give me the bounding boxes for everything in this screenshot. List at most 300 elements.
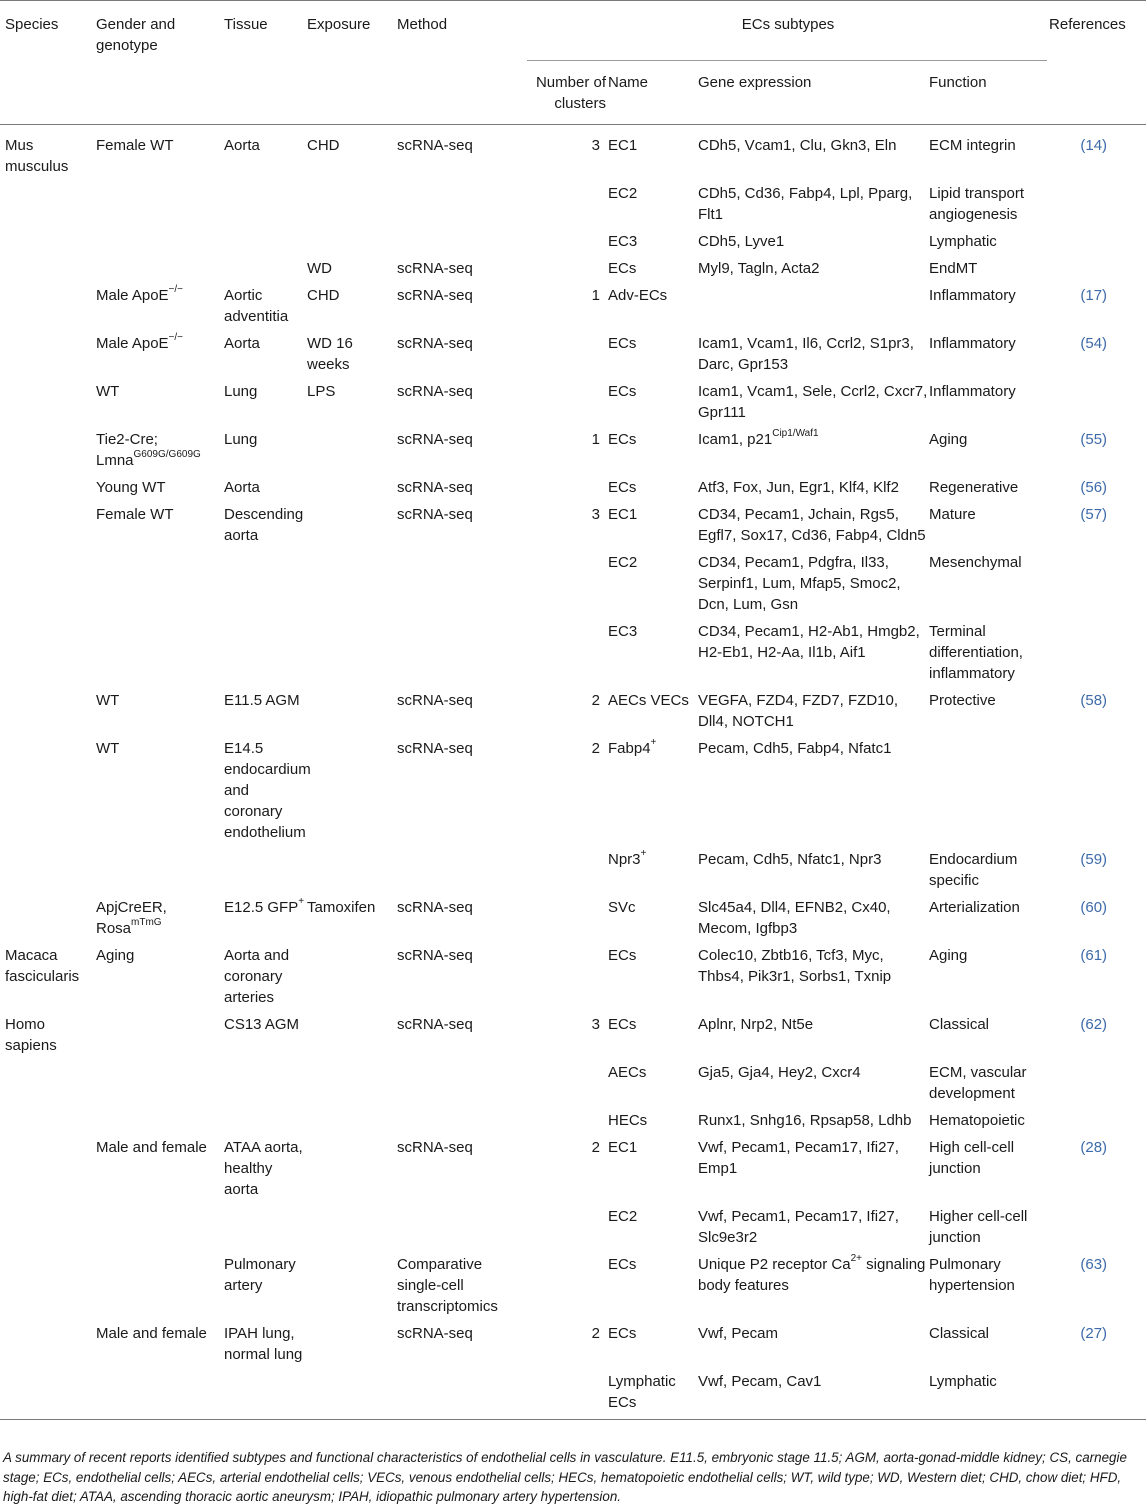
cell-method: [397, 945, 527, 1014]
cell-function: [929, 552, 1049, 621]
cell-reference: [1049, 381, 1146, 429]
cell-clusters: [527, 1062, 608, 1110]
cell-species: [0, 1062, 96, 1110]
cell-gene-expression-text: Pecam, Cdh5, Fabp4, Nfatc1: [698, 740, 892, 757]
cell-species: [0, 1254, 96, 1323]
table-row: [0, 621, 1146, 690]
table-row: [0, 477, 1146, 504]
cell-name: [608, 477, 698, 504]
cell-species: [0, 1323, 96, 1371]
cell-method: [397, 125, 527, 184]
cell-gender: [96, 849, 224, 897]
cell-reference-text[interactable]: (58): [1080, 692, 1108, 709]
cell-species: [0, 258, 96, 285]
cell-reference: [1049, 738, 1146, 849]
cell-gene-expression: [698, 897, 929, 945]
cell-method-text: scRNA-seq: [397, 506, 473, 523]
cell-function: [929, 849, 1049, 897]
cell-name-text: Npr3: [608, 851, 641, 868]
cell-gender: [96, 258, 224, 285]
cell-tissue-text: Aorta and coronary arteries: [224, 947, 290, 1006]
cell-exposure: [307, 1371, 397, 1420]
cell-tissue: [224, 690, 307, 738]
cell-tissue: [224, 945, 307, 1014]
cell-function-text: ECM, vascular development: [929, 1064, 1027, 1102]
cell-clusters: [527, 258, 608, 285]
cell-tissue-superscript: +: [298, 896, 305, 907]
cell-gene-expression-text: Vwf, Pecam, Cav1: [698, 1373, 822, 1390]
cell-gender: [96, 1206, 224, 1254]
cell-reference: [1049, 1062, 1146, 1110]
cell-tissue: [224, 429, 307, 477]
cell-tissue: [224, 258, 307, 285]
table-row: [0, 1062, 1146, 1110]
table-row: [0, 1206, 1146, 1254]
cell-name: [608, 381, 698, 429]
cell-clusters: [527, 1371, 608, 1420]
cell-gender: [96, 1323, 224, 1371]
cell-reference: [1049, 621, 1146, 690]
cell-clusters: [527, 285, 608, 333]
cell-clusters: [527, 690, 608, 738]
cell-function-text: Classical: [929, 1016, 990, 1033]
cell-method-text: scRNA-seq: [397, 740, 473, 757]
cell-tissue: [224, 1254, 307, 1323]
cell-clusters-text: 2: [591, 1139, 600, 1156]
cell-function: [929, 231, 1049, 258]
cell-function: [929, 1323, 1049, 1371]
cell-clusters: [527, 552, 608, 621]
cell-gender: [96, 429, 224, 477]
cell-tissue-text: Aortic adventitia: [224, 287, 289, 325]
cell-function-text: Regenerative: [929, 479, 1019, 496]
table-row: [0, 258, 1146, 285]
cell-gender-superscript: −/−: [168, 284, 184, 295]
cell-species: [0, 1110, 96, 1137]
cell-gene-expression: [698, 333, 929, 381]
cell-gender-text: Male and female: [96, 1139, 207, 1156]
table-row: [0, 231, 1146, 258]
cell-gene-expression: [698, 1014, 929, 1062]
table-row: [0, 1110, 1146, 1137]
cell-method: [397, 621, 527, 690]
cell-reference-text[interactable]: (27): [1080, 1325, 1108, 1342]
table-body: [0, 125, 1146, 1420]
cell-gene-expression-text: CD34, Pecam1, H2-Ab1, Hmgb2, H2-Eb1, H2-Aa, Il1b, Aif1: [698, 623, 920, 661]
cell-name-text: EC1: [608, 1139, 638, 1156]
table-row: [0, 429, 1146, 477]
cell-tissue: [224, 738, 311, 849]
table-row: [0, 1254, 1146, 1323]
cell-method-text: Comparative single-cell transcriptomics: [397, 1256, 498, 1315]
cell-clusters: [527, 1110, 608, 1137]
cell-species: [0, 690, 96, 738]
cell-method: [397, 1137, 527, 1206]
cell-tissue-text: IPAH lung, normal lung: [224, 1325, 303, 1363]
cell-name: [608, 690, 698, 738]
cell-reference-text[interactable]: (62): [1080, 1016, 1108, 1033]
cell-name-text: EC2: [608, 1208, 638, 1225]
table-row: [0, 1323, 1146, 1371]
cell-function-text: Pulmonary hypertension: [929, 1256, 1015, 1294]
cell-method-text: scRNA-seq: [397, 1016, 473, 1033]
cell-reference: [1049, 258, 1146, 285]
cell-exposure: [307, 621, 397, 690]
cell-name: [608, 738, 698, 849]
cell-name-text: Fabp4: [608, 740, 651, 757]
cell-tissue: [224, 897, 307, 945]
cell-species: [0, 504, 96, 552]
cell-reference-text[interactable]: (59): [1080, 851, 1108, 868]
cell-method: [397, 897, 527, 945]
cell-tissue-text: ATAA aorta, healthy aorta: [224, 1139, 303, 1198]
cell-name-text: AECs VECs: [608, 692, 689, 709]
cell-name: [608, 125, 698, 184]
cell-exposure-text: Tamoxifen: [307, 899, 376, 916]
cell-exposure: [307, 738, 397, 849]
cell-method: [397, 504, 527, 552]
cell-gene-expression-text: Aplnr, Nrp2, Nt5e: [698, 1016, 814, 1033]
cell-species: [0, 621, 96, 690]
cell-gender: [96, 333, 224, 381]
cell-reference: [1049, 231, 1146, 258]
cell-reference: [1049, 333, 1146, 381]
cell-reference: [1049, 429, 1146, 477]
cell-function-text: Terminal differentiation, inflammatory: [929, 623, 1023, 682]
cell-gender: [96, 125, 224, 184]
cell-method: [397, 333, 527, 381]
cell-reference-text[interactable]: (63): [1080, 1256, 1108, 1273]
cell-tissue-text: Lung: [224, 383, 258, 400]
table-row: [0, 285, 1146, 333]
cell-gene-expression: [698, 504, 929, 552]
cell-name-superscript: +: [640, 848, 647, 859]
cell-gene-expression-text: CD34, Pecam1, Jchain, Rgs5, Egfl7, Sox17, Cd36, Fabp4, Cldn5: [698, 506, 926, 544]
cell-clusters: [527, 231, 608, 258]
cell-gene-expression: [698, 1254, 929, 1323]
cell-exposure: [307, 849, 397, 897]
cell-name: [608, 231, 698, 258]
table-row: [0, 125, 1146, 184]
cell-clusters-text: 1: [591, 431, 600, 448]
table-row: [0, 849, 1146, 897]
cell-name: [608, 1062, 698, 1110]
cell-tissue-text: Descending aorta: [224, 506, 304, 544]
table-row: [0, 381, 1146, 429]
cell-reference-text[interactable]: (14): [1080, 137, 1108, 154]
cell-name: [608, 429, 698, 477]
cell-gene-expression-superscript: 2+: [850, 1253, 862, 1264]
cell-exposure: [307, 125, 397, 184]
cell-gene-expression-text: Vwf, Pecam1, Pecam17, Ifi27, Slc9e3r2: [698, 1208, 899, 1246]
cell-gene-expression-text: Slc45a4, Dll4, EFNB2, Cx40, Mecom, Igfbp3: [698, 899, 891, 937]
cell-method-text: scRNA-seq: [397, 947, 473, 964]
header-species: Species: [5, 16, 59, 33]
cell-reference-text[interactable]: (55): [1080, 431, 1108, 448]
cell-gene-expression: [698, 1206, 929, 1254]
cell-species: [0, 1137, 96, 1206]
cell-name-text: AECs: [608, 1064, 647, 1081]
cell-reference-text[interactable]: (56): [1080, 479, 1108, 496]
cell-gene-expression-text: Pecam, Cdh5, Nfatc1, Npr3: [698, 851, 882, 868]
cell-gender: [96, 285, 224, 333]
cell-name: [608, 1254, 698, 1323]
cell-name: [608, 1110, 698, 1137]
cell-gene-expression-text: Gja5, Gja4, Hey2, Cxcr4: [698, 1064, 861, 1081]
cell-gene-expression: [698, 285, 929, 333]
cell-exposure-text: WD: [307, 260, 332, 277]
cell-exposure: [307, 258, 397, 285]
cell-function-text: Mature: [929, 506, 976, 523]
cell-gene-expression: [698, 429, 929, 477]
cell-gender-text: Young WT: [96, 479, 166, 496]
cell-function: [929, 690, 1049, 738]
header-clusters: Number of clusters: [535, 74, 606, 112]
cell-species: [0, 738, 96, 849]
cell-species: [0, 183, 96, 231]
cell-name-text: ECs: [608, 260, 637, 277]
cell-gene-expression: [698, 183, 929, 231]
cell-name-superscript: +: [650, 737, 657, 748]
cell-gene-expression: [698, 125, 929, 184]
cell-gender-text: WT: [96, 740, 120, 757]
cell-clusters-text: 3: [591, 1016, 600, 1033]
cell-method: [397, 1062, 527, 1110]
cell-name-text: ECs: [608, 1325, 637, 1342]
cell-tissue: [224, 1137, 307, 1206]
cell-name-text: SVc: [608, 899, 636, 916]
cell-method: [397, 1371, 527, 1420]
cell-reference: [1049, 945, 1146, 1014]
cell-function: [929, 381, 1049, 429]
cell-name-text: EC3: [608, 233, 638, 250]
cell-name: [608, 552, 698, 621]
cell-tissue: [224, 552, 307, 621]
cell-gene-expression: [698, 477, 929, 504]
cell-gender: [96, 183, 224, 231]
cell-tissue-text: E14.5 endocardium and coronary endothelium: [224, 740, 311, 841]
cell-tissue-text: Aorta: [224, 137, 260, 154]
cell-gene-expression-text: CD34, Pecam1, Pdgfra, Il33, Serpinf1, Lum, Mfap5, Smoc2, Dcn, Lum, Gsn: [698, 554, 901, 613]
cell-exposure: [307, 285, 397, 333]
cell-method-text: scRNA-seq: [397, 692, 473, 709]
cell-reference-text[interactable]: (60): [1080, 899, 1108, 916]
cell-tissue: [224, 1371, 307, 1420]
cell-exposure: [307, 333, 397, 381]
cell-clusters: [527, 1206, 608, 1254]
cell-species-text: Macaca fascicularis: [5, 947, 80, 985]
cell-function-text: Inflammatory: [929, 335, 1016, 352]
cell-method: [397, 552, 527, 621]
table-row: [0, 738, 1146, 849]
cell-reference: [1049, 552, 1146, 621]
cell-gene-expression-text: Myl9, Tagln, Acta2: [698, 260, 820, 277]
cell-method: [397, 1110, 527, 1137]
header-method: Method: [397, 16, 448, 33]
cell-method-text: scRNA-seq: [397, 899, 473, 916]
cell-function-text: Mesenchymal: [929, 554, 1022, 571]
cell-reference-text[interactable]: (61): [1080, 947, 1108, 964]
cell-reference: [1049, 183, 1146, 231]
cell-clusters: [527, 381, 608, 429]
cell-gender-text: Male ApoE: [96, 335, 169, 352]
cell-reference: [1049, 1110, 1146, 1137]
cell-reference-text[interactable]: (57): [1080, 506, 1108, 523]
cell-gender-text: Tie2-Cre; Lmna: [96, 431, 158, 469]
cell-name: [608, 1371, 698, 1420]
table-row: [0, 504, 1146, 552]
cell-reference: [1049, 1254, 1146, 1323]
cell-tissue-text: E12.5 GFP: [224, 899, 299, 916]
cell-gender: [96, 1254, 224, 1323]
cell-name-text: ECs: [608, 431, 637, 448]
cell-name-text: ECs: [608, 1256, 637, 1273]
cell-function: [929, 285, 1049, 333]
cell-gender-text: Male and female: [96, 1325, 207, 1342]
cell-function-text: Aging: [929, 947, 968, 964]
cell-exposure: [307, 1323, 397, 1371]
cell-exposure: [307, 504, 397, 552]
cell-name: [608, 849, 698, 897]
cell-clusters-text: 1: [591, 287, 600, 304]
cell-exposure-text: WD 16 weeks: [307, 335, 353, 373]
cell-clusters: [527, 849, 608, 897]
cell-species: [0, 552, 96, 621]
cell-name-text: EC1: [608, 137, 638, 154]
cell-exposure: [307, 429, 397, 477]
cell-gene-expression-text: Runx1, Snhg16, Rpsap58, Ldhb: [698, 1112, 912, 1129]
cell-method-text: scRNA-seq: [397, 383, 473, 400]
cell-function: [929, 125, 1049, 184]
cell-tissue: [224, 1323, 307, 1371]
cell-exposure: [307, 477, 397, 504]
cell-gene-expression-text: VEGFA, FZD4, FZD7, FZD10, Dll4, NOTCH1: [698, 692, 899, 730]
cell-tissue: [224, 125, 307, 184]
cell-tissue: [224, 333, 307, 381]
cell-gene-expression-superscript: Cip1/Waf1: [772, 428, 819, 439]
cell-reference: [1049, 1137, 1146, 1206]
cell-tissue: [224, 1062, 307, 1110]
cell-gene-expression: [698, 1371, 929, 1420]
cell-function-text: Inflammatory: [929, 383, 1016, 400]
cell-clusters: [527, 333, 608, 381]
cell-function: [929, 429, 1049, 477]
cell-tissue: [224, 1110, 307, 1137]
cell-clusters: [527, 477, 608, 504]
table-row: [0, 183, 1146, 231]
cell-function-text: Endocardium specific: [929, 851, 1018, 889]
cell-function: [929, 477, 1049, 504]
cell-reference: [1049, 285, 1146, 333]
header-function: Function: [929, 74, 987, 91]
cell-name-text: EC2: [608, 185, 638, 202]
cell-clusters: [527, 429, 608, 477]
cell-tissue: [224, 1206, 307, 1254]
cell-gene-expression: [698, 381, 929, 429]
cell-name: [608, 504, 698, 552]
cell-method: [397, 1014, 527, 1062]
cell-exposure-text: CHD: [307, 137, 340, 154]
cell-species: [0, 1371, 96, 1420]
cell-function: [929, 504, 1049, 552]
cell-gender-text: Female WT: [96, 506, 174, 523]
cell-gene-expression-text: CDh5, Lyve1: [698, 233, 785, 250]
cell-function-text: Aging: [929, 431, 968, 448]
cell-function: [929, 1206, 1049, 1254]
cell-reference: [1049, 1206, 1146, 1254]
table-caption: A summary of recent reports identified subtypes and functional characteristics of endothelial cells in vasculature. E11.5, embryonic stage 11.5; AGM, aorta-gonad-middle kidney; CS, carnegie stage; ECs, endothelial cells; AECs, arterial endothelial cells; VECs, venous endothelial cells; HECs, hematopoietic endothelial cells; WT, wild type; WD, Western diet; CHD, chow diet; HFD, high-fat diet; ATAA, ascending thoracic aortic aneurysm; IPAH, idiopathic pulmonary artery hypertension.: [3, 1450, 1127, 1504]
cell-tissue-text: Aorta: [224, 335, 260, 352]
cell-gender: [96, 897, 224, 945]
cell-method: [397, 849, 527, 897]
cell-name-text: ECs: [608, 947, 637, 964]
cell-exposure: [307, 183, 397, 231]
cell-name: [608, 285, 698, 333]
cell-clusters: [527, 738, 608, 849]
cell-method: [397, 231, 527, 258]
cell-exposure: [307, 1254, 397, 1323]
cell-reference: [1049, 477, 1146, 504]
cell-name-text: Adv-ECs: [608, 287, 668, 304]
header-exposure: Exposure: [307, 16, 371, 33]
cell-species-text: Homo sapiens: [5, 1016, 57, 1054]
cell-gender-text: ApjCreER, Rosa: [96, 899, 167, 937]
cell-species: [0, 945, 96, 1014]
cell-gene-expression: [698, 849, 929, 897]
cell-name: [608, 1206, 698, 1254]
cell-species: [0, 897, 96, 945]
cell-gene-expression: [698, 1062, 929, 1110]
cell-function: [929, 897, 1049, 945]
cell-name-text: ECs: [608, 479, 637, 496]
cell-exposure: [307, 1062, 397, 1110]
table-row: [0, 333, 1146, 381]
cell-function-text: High cell-cell junction: [929, 1139, 1015, 1177]
cell-species: [0, 1014, 96, 1062]
cell-gender: [96, 1062, 224, 1110]
cell-species: [0, 381, 96, 429]
cell-tissue-text: E11.5 AGM: [224, 692, 300, 709]
cell-clusters: [527, 1254, 608, 1323]
cell-reference-text[interactable]: (17): [1080, 287, 1108, 304]
cell-gender: [96, 738, 224, 849]
cell-gene-expression: [698, 1323, 929, 1371]
cell-name-text: EC1: [608, 506, 638, 523]
cell-clusters: [527, 1014, 608, 1062]
cell-gene-expression-text: Colec10, Zbtb16, Tcf3, Myc, Thbs4, Pik3r1, Sorbs1, Txnip: [698, 947, 892, 985]
cell-function: [929, 1110, 1049, 1137]
cell-function: [929, 945, 1049, 1014]
cell-exposure-text: LPS: [307, 383, 336, 400]
table-row: [0, 552, 1146, 621]
cell-reference-text[interactable]: (28): [1080, 1139, 1108, 1156]
cell-tissue: [224, 504, 307, 552]
cell-method-text: scRNA-seq: [397, 335, 473, 352]
cell-gene-expression-text: Icam1, p21: [698, 431, 773, 448]
cell-gender-text: Male ApoE: [96, 287, 169, 304]
cell-reference-text[interactable]: (54): [1080, 335, 1108, 352]
table-row: [0, 690, 1146, 738]
cell-method: [397, 258, 527, 285]
cell-species: [0, 477, 96, 504]
cell-gender: [96, 1137, 224, 1206]
cell-gender: [96, 1014, 224, 1062]
cell-reference: [1049, 1014, 1146, 1062]
cell-species: [0, 849, 96, 897]
cell-function-text: ECM integrin: [929, 137, 1016, 154]
cell-method: [397, 738, 527, 849]
cell-clusters: [527, 504, 608, 552]
